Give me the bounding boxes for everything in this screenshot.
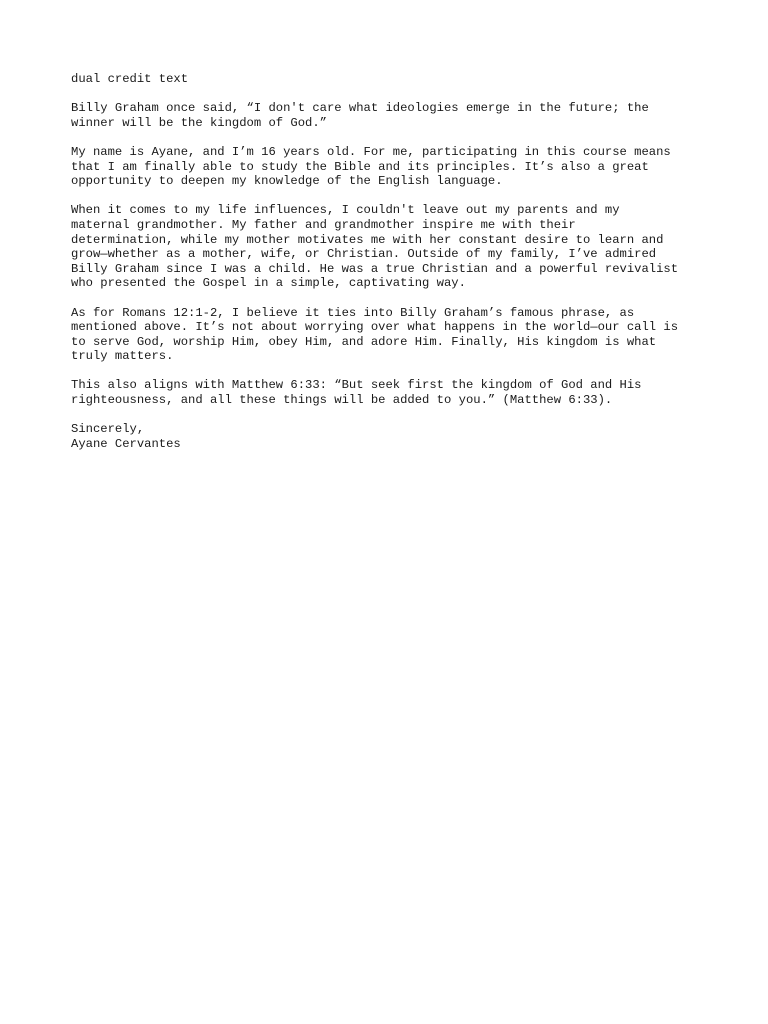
- paragraph-line: to serve God, worship Him, obey Him, and adore Him. Finally, His kingdom is what: [71, 334, 657, 349]
- paragraph-line: Billy Graham since I was a child. He was a true Christian and a powerful revivalist: [71, 261, 679, 276]
- signature-text: Ayane Cervantes: [71, 436, 181, 451]
- paragraph-line: Billy Graham once said, “I don't care what ideologies emerge in the future; the: [71, 101, 649, 116]
- paragraph-line: determination, while my mother motivates me with her constant desire to learn and: [71, 232, 664, 247]
- paragraph-matthew: [71, 378, 711, 407]
- paragraph-line: who presented the Gospel in a simple, captivating way.: [71, 276, 466, 291]
- paragraph-line: When it comes to my life influences, I couldn't leave out my parents and my: [71, 203, 620, 218]
- paragraph-introduction: [71, 145, 711, 189]
- paragraph-line: My name is Ayane, and I’m 16 years old. For me, participating in this course means: [71, 144, 671, 159]
- paragraph-line: maternal grandmother. My father and grandmother inspire me with their: [71, 217, 576, 232]
- document-heading: [71, 72, 711, 87]
- document-page: [71, 72, 711, 466]
- paragraph-line: truly matters.: [71, 349, 174, 364]
- paragraph-line: grow—whether as a mother, wife, or Christian. Outside of my family, I’ve admired: [71, 247, 657, 262]
- paragraph-quote: [71, 101, 711, 130]
- closing-block: [71, 422, 711, 451]
- heading-text: dual credit text: [71, 72, 189, 86]
- paragraph-influences: [71, 203, 711, 291]
- paragraph-line: that I am finally able to study the Bible and its principles. It’s also a great: [71, 159, 649, 174]
- paragraph-line: This also aligns with Matthew 6:33: “But seek first the kingdom of God and His: [71, 378, 642, 393]
- paragraph-line: mentioned above. It’s not about worrying over what happens in the world—our call is: [71, 320, 679, 335]
- paragraph-line: righteousness, and all these things will be added to you.” (Matthew 6:33).: [71, 393, 613, 408]
- paragraph-romans: [71, 306, 711, 364]
- paragraph-line: winner will be the kingdom of God.”: [71, 115, 327, 130]
- closing-text: Sincerely,: [71, 422, 145, 437]
- paragraph-line: As for Romans 12:1-2, I believe it ties into Billy Graham’s famous phrase, as: [71, 305, 635, 320]
- paragraph-line: opportunity to deepen my knowledge of the English language.: [71, 174, 503, 189]
